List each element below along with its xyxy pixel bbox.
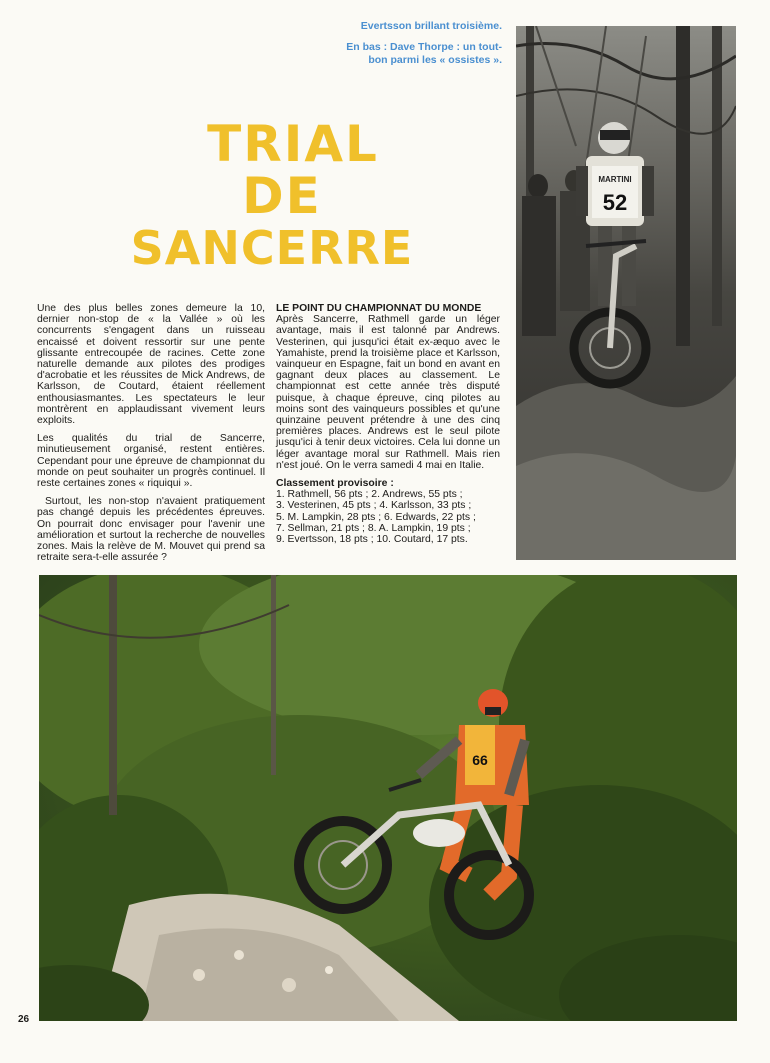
photo-captions	[330, 20, 502, 75]
article-title	[112, 115, 432, 275]
caption-thorpe: En bas : Dave Thorpe : un tout-bon parmi les « ossistes ».	[346, 41, 502, 66]
section-heading: LE POINT DU CHAMPIONNAT DU MONDE	[276, 303, 482, 314]
photo-evertsson	[516, 26, 736, 560]
standings-line: 3. Vesterinen, 45 pts ; 4. Karlsson, 33 pts ;	[276, 500, 472, 512]
bib-sponsor: MARTINI	[598, 175, 632, 184]
standings-line: 7. Sellman, 21 pts ; 8. A. Lampkin, 19 pts ;	[276, 522, 471, 534]
paragraph: Surtout, les non-stop n'avaient pratiquement pas changé depuis les précédentes épreuves. On pourrait donc envisager pour l'avenir une amélioration et surtout la recherche de nouvelles zones. Mais la relève de M. Mouvet qui prend sa retraite sera-t-elle assurée ?	[37, 496, 265, 564]
paragraph: Après Sancerre, Rathmell garde un léger avantage, mais il est talonné par Andrews. Vesterinen, qui jusqu'ici était ex-æquo avec le Yamahiste, prend la troisième place et Karlsson, vainqueur en Espagne, fait un bond en avant en gagnant deux places au classement. Le championnat est cette année très disputé puisque, à chaque épreuve, cinq pilotes au moins sont des vainqueurs possibles et qu'une quinzaine peuvent prétendre à une des cinq premières places. Andrews est le seul pilote jusqu'ici à tenir deux victoires. Cela lui donne un léger avantage moral sur Rathmell. Mais rien n'est joué. On le verra samedi 4 mai en Italie.	[276, 314, 500, 471]
standings-list	[276, 489, 500, 545]
photo-thorpe-illustration	[39, 575, 737, 1021]
paragraph: Une des plus belles zones demeure la 10, dernier non-stop de « la Vallée » où les concurrents s'engagent dans un ruisseau encaissé et doivent ressortir sur une pente glissante entrecoupée de racines. Cette zone naturelle demande aux pilotes des prodiges d'acrobatie et les réussites de Mick Andrews, de Karlsson, de Coutard, étaient réellement enthousiasmantes. Les spectateurs le leur montrèrent en applaudissant vivement leurs exploits.	[37, 303, 265, 427]
right-column	[276, 303, 500, 545]
title-line-2: DE	[242, 167, 322, 225]
bib-number-thorpe: 66	[472, 752, 488, 768]
page-number: 26	[18, 1014, 30, 1025]
paragraph: Les qualités du trial de Sancerre, minutieusement organisé, restent entières. Cependant pour une épreuve de championnat du monde on peut souhaiter un progrès continuel. Il reste certaines zones « riquiqui ».	[37, 433, 265, 490]
standings-line: 1. Rathmell, 56 pts ; 2. Andrews, 55 pts ;	[276, 489, 463, 501]
standings-line: 5. M. Lampkin, 28 pts ; 6. Edwards, 22 pts ;	[276, 511, 476, 523]
title-line-3: SANCERRE	[130, 221, 414, 275]
photo-thorpe	[39, 575, 737, 1021]
left-column	[37, 303, 265, 570]
caption-evertsson: Evertsson brillant troisième.	[360, 20, 502, 32]
photo-evertsson-illustration	[516, 26, 736, 560]
bib-number: 52	[602, 190, 628, 215]
standings-line: 9. Evertsson, 18 pts ; 10. Coutard, 17 pts.	[276, 534, 468, 546]
title-line-1: TRIAL	[207, 115, 379, 173]
standings-heading: Classement provisoire :	[276, 478, 394, 490]
